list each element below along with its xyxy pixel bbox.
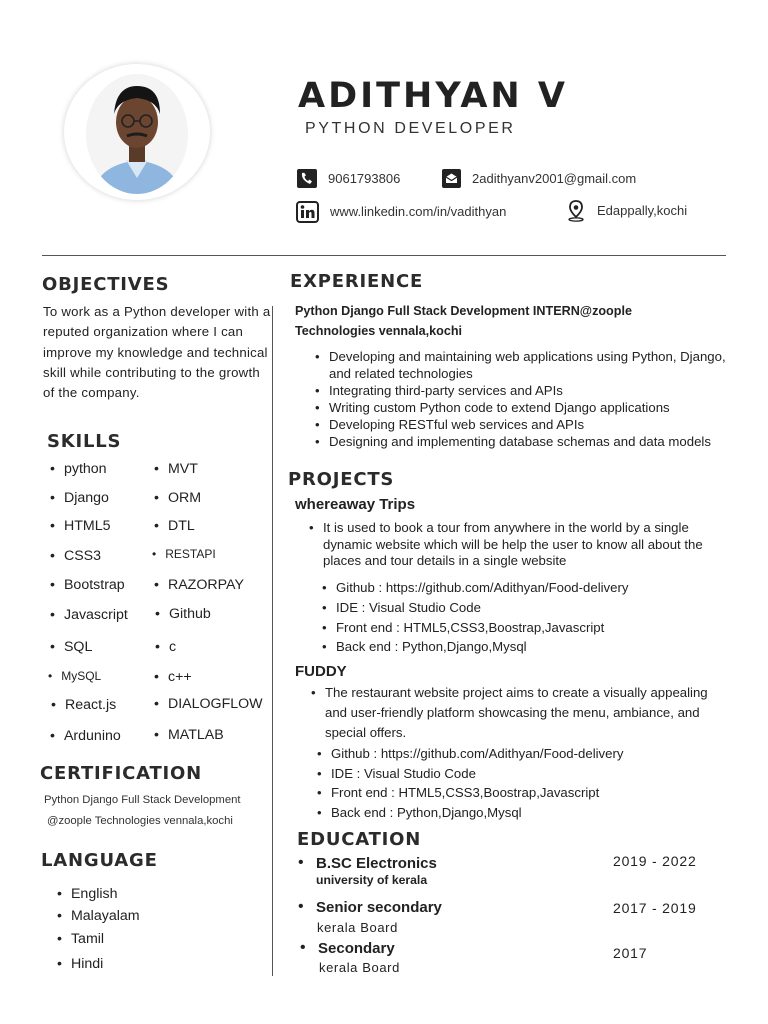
project-frontend: • Front end : HTML5,CSS3,Boostrap,Javascript [315,783,715,803]
skill-item: • HTML5 [50,518,110,534]
skill-item: • MySQL [48,669,101,683]
language-item: • Malayalam [57,908,140,924]
location-pin-icon [567,200,585,222]
skill-item: • React.js [51,697,116,713]
language-heading: LANGUAGE [41,850,158,871]
location-text: Edappally,kochi [597,203,688,218]
project-description [307,520,717,570]
project-details [320,578,720,657]
education-years: 2017 [613,945,648,961]
project-github[interactable]: • Github : https://github.com/Adithyan/Food-delivery [315,744,715,764]
email-address[interactable]: 2adithyanv2001@gmail.com [472,171,637,186]
education-bullet: • [298,854,304,871]
experience-heading: EXPERIENCE [290,271,424,292]
phone-number[interactable]: 9061793806 [328,171,401,186]
skill-item: • MVT [154,461,198,477]
projects-heading: PROJECTS [288,469,395,490]
language-item: • English [57,886,118,902]
project-github[interactable]: • Github : https://github.com/Adithyan/Food-delivery [320,578,720,598]
experience-title-line2: Technologies vennala,kochi [295,324,463,338]
skills-heading: SKILLS [47,431,122,452]
certification-line1: Python Django Full Stack Development [44,794,241,806]
project-description-text: • The restaurant website project aims to create a visually appealing and user-friendly platform showcasing the menu, ambiance, and special offers. [309,683,719,743]
skill-item: • python [50,461,107,477]
project-title: whereaway Trips [295,496,416,513]
experience-item: • Integrating third-party services and APIs [313,382,728,399]
skill-item: • DIALOGFLOW [154,696,263,712]
linkedin-url[interactable]: www.linkedin.com/in/vadithyan [330,204,507,219]
objectives-heading: OBJECTIVES [42,274,170,295]
experience-item: • Writing custom Python code to extend Django applications [313,399,728,416]
phone-icon [297,169,317,188]
education-degree: Senior secondary [316,899,442,916]
experience-list [313,348,728,450]
skill-item: • RAZORPAY [154,577,244,593]
skill-item: • Javascript [50,607,128,623]
candidate-name: ADITHYAN V [298,76,568,116]
skill-item: • Github [155,606,211,622]
skill-item: • DTL [154,518,195,534]
project-details [315,744,715,822]
education-years: 2019 - 2022 [613,853,697,869]
linkedin-icon [296,201,319,223]
project-frontend: • Front end : HTML5,CSS3,Boostrap,Javascript [320,618,720,638]
education-degree: B.SC Electronics [316,855,437,872]
skill-item: • Django [50,490,109,506]
column-divider [272,306,273,976]
language-item: • Hindi [57,956,103,972]
certification-heading: CERTIFICATION [40,763,203,784]
skill-item: • MATLAB [154,727,224,743]
education-school: university of kerala [316,873,428,887]
header-divider [42,255,726,256]
profile-photo [86,74,188,194]
experience-item: • Developing RESTful web services and APIs [313,416,728,433]
experience-item: • Developing and maintaining web applications using Python, Django, and related technologies [313,348,728,382]
skill-item: • c [155,639,176,655]
project-ide: • IDE : Visual Studio Code [315,764,715,784]
skill-item: • Ardunino [50,728,121,744]
language-item: • Tamil [57,931,104,947]
education-bullet: • [300,939,306,956]
skill-item: • Bootstrap [50,577,125,593]
project-backend: • Back end : Python,Django,Mysql [320,637,720,657]
project-title: FUDDY [295,663,347,680]
skill-item: • c++ [154,669,192,685]
project-ide: • IDE : Visual Studio Code [320,598,720,618]
skill-item: • ORM [154,490,201,506]
project-description-text: • It is used to book a tour from anywhere in the world by a single dynamic website which will be help the user to know all about the places and tour details in a single website [307,520,717,570]
skill-item: • RESTAPI [152,547,216,561]
education-years: 2017 - 2019 [613,900,697,916]
experience-item: • Designing and implementing database schemas and data models [313,433,728,450]
education-degree: Secondary [318,940,395,957]
experience-title-line1: Python Django Full Stack Development INTERN@zoople [295,304,632,318]
education-heading: EDUCATION [297,829,422,850]
email-icon [442,169,461,188]
skill-item: • SQL [50,639,92,655]
education-school: kerala Board [319,960,400,975]
education-bullet: • [298,898,304,915]
objectives-text: To work as a Python developer with a reputed organization where I can improve my knowledge and technical skill while contributing to the growth of the company. [43,304,271,401]
skill-item: • CSS3 [50,548,101,564]
project-description [309,683,719,743]
project-backend: • Back end : Python,Django,Mysql [315,803,715,823]
education-school: kerala Board [317,920,398,935]
candidate-role: PYTHON DEVELOPER [305,120,516,137]
certification-line2: @zoople Technologies vennala,kochi [47,815,233,827]
